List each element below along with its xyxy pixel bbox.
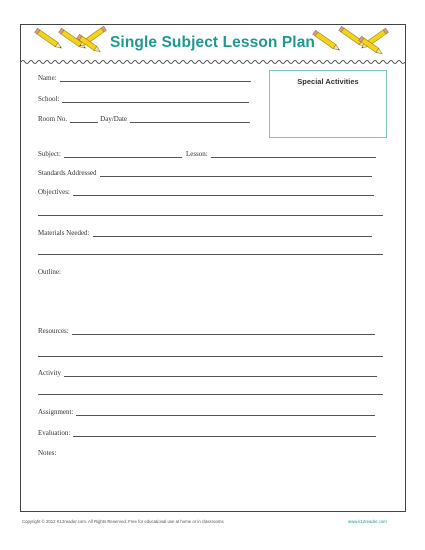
materials-extra-line[interactable] bbox=[38, 254, 383, 255]
special-activities-box[interactable] bbox=[269, 70, 387, 138]
site-link[interactable]: www.k12reader.com bbox=[348, 519, 387, 524]
resources-field bbox=[38, 327, 375, 335]
activity-label: Activity bbox=[38, 369, 61, 377]
room-line[interactable] bbox=[70, 115, 98, 123]
room-field bbox=[38, 115, 250, 123]
objectives-field bbox=[38, 188, 374, 196]
resources-label: Resources: bbox=[38, 327, 69, 335]
resources-extra-line[interactable] bbox=[38, 356, 383, 357]
evaluation-line[interactable] bbox=[73, 429, 376, 437]
school-label: School: bbox=[38, 95, 60, 103]
name-label: Name: bbox=[38, 74, 57, 82]
resources-line[interactable] bbox=[72, 327, 375, 335]
outline-field bbox=[38, 268, 61, 276]
materials-line[interactable] bbox=[93, 229, 372, 237]
outline-label: Outline: bbox=[38, 268, 61, 276]
objectives-label: Objectives: bbox=[38, 188, 70, 196]
lesson-label: Lesson: bbox=[185, 150, 208, 158]
page-title: Single Subject Lesson Plan bbox=[109, 34, 315, 51]
copyright-text: Copyright © 2012 K12reader.com. All Rights Reserved. Free for educational use at home or in classrooms bbox=[22, 519, 224, 524]
day-date-line[interactable] bbox=[130, 115, 250, 123]
notes-field bbox=[38, 449, 56, 457]
assignment-line[interactable] bbox=[76, 408, 375, 416]
objectives-extra-line[interactable] bbox=[38, 215, 383, 216]
wavy-divider bbox=[21, 59, 405, 65]
subject-label: Subject: bbox=[38, 150, 61, 158]
room-label: Room No. bbox=[38, 115, 68, 123]
school-field bbox=[38, 95, 249, 103]
standards-label: Standards Addressed bbox=[38, 169, 97, 177]
materials-field bbox=[38, 229, 372, 237]
day-date-label: Day/Date bbox=[100, 115, 127, 123]
name-field bbox=[38, 74, 251, 82]
notes-label: Notes: bbox=[38, 449, 57, 457]
standards-field bbox=[38, 169, 372, 177]
assignment-field bbox=[38, 408, 375, 416]
name-line[interactable] bbox=[60, 74, 251, 82]
standards-line[interactable] bbox=[100, 169, 372, 177]
activity-field bbox=[38, 369, 377, 377]
activity-extra-line[interactable] bbox=[38, 394, 383, 395]
assignment-label: Assignment: bbox=[38, 408, 74, 416]
special-activities-title: Special Activities bbox=[297, 77, 359, 86]
evaluation-label: Evaluation: bbox=[38, 429, 71, 437]
evaluation-field bbox=[38, 429, 376, 437]
school-line[interactable] bbox=[62, 95, 249, 103]
lesson-line[interactable] bbox=[211, 150, 376, 158]
activity-line[interactable] bbox=[64, 369, 377, 377]
materials-label: Materials Needed: bbox=[38, 229, 90, 237]
subject-field bbox=[38, 150, 376, 158]
subject-line[interactable] bbox=[64, 150, 182, 158]
objectives-line[interactable] bbox=[73, 188, 374, 196]
